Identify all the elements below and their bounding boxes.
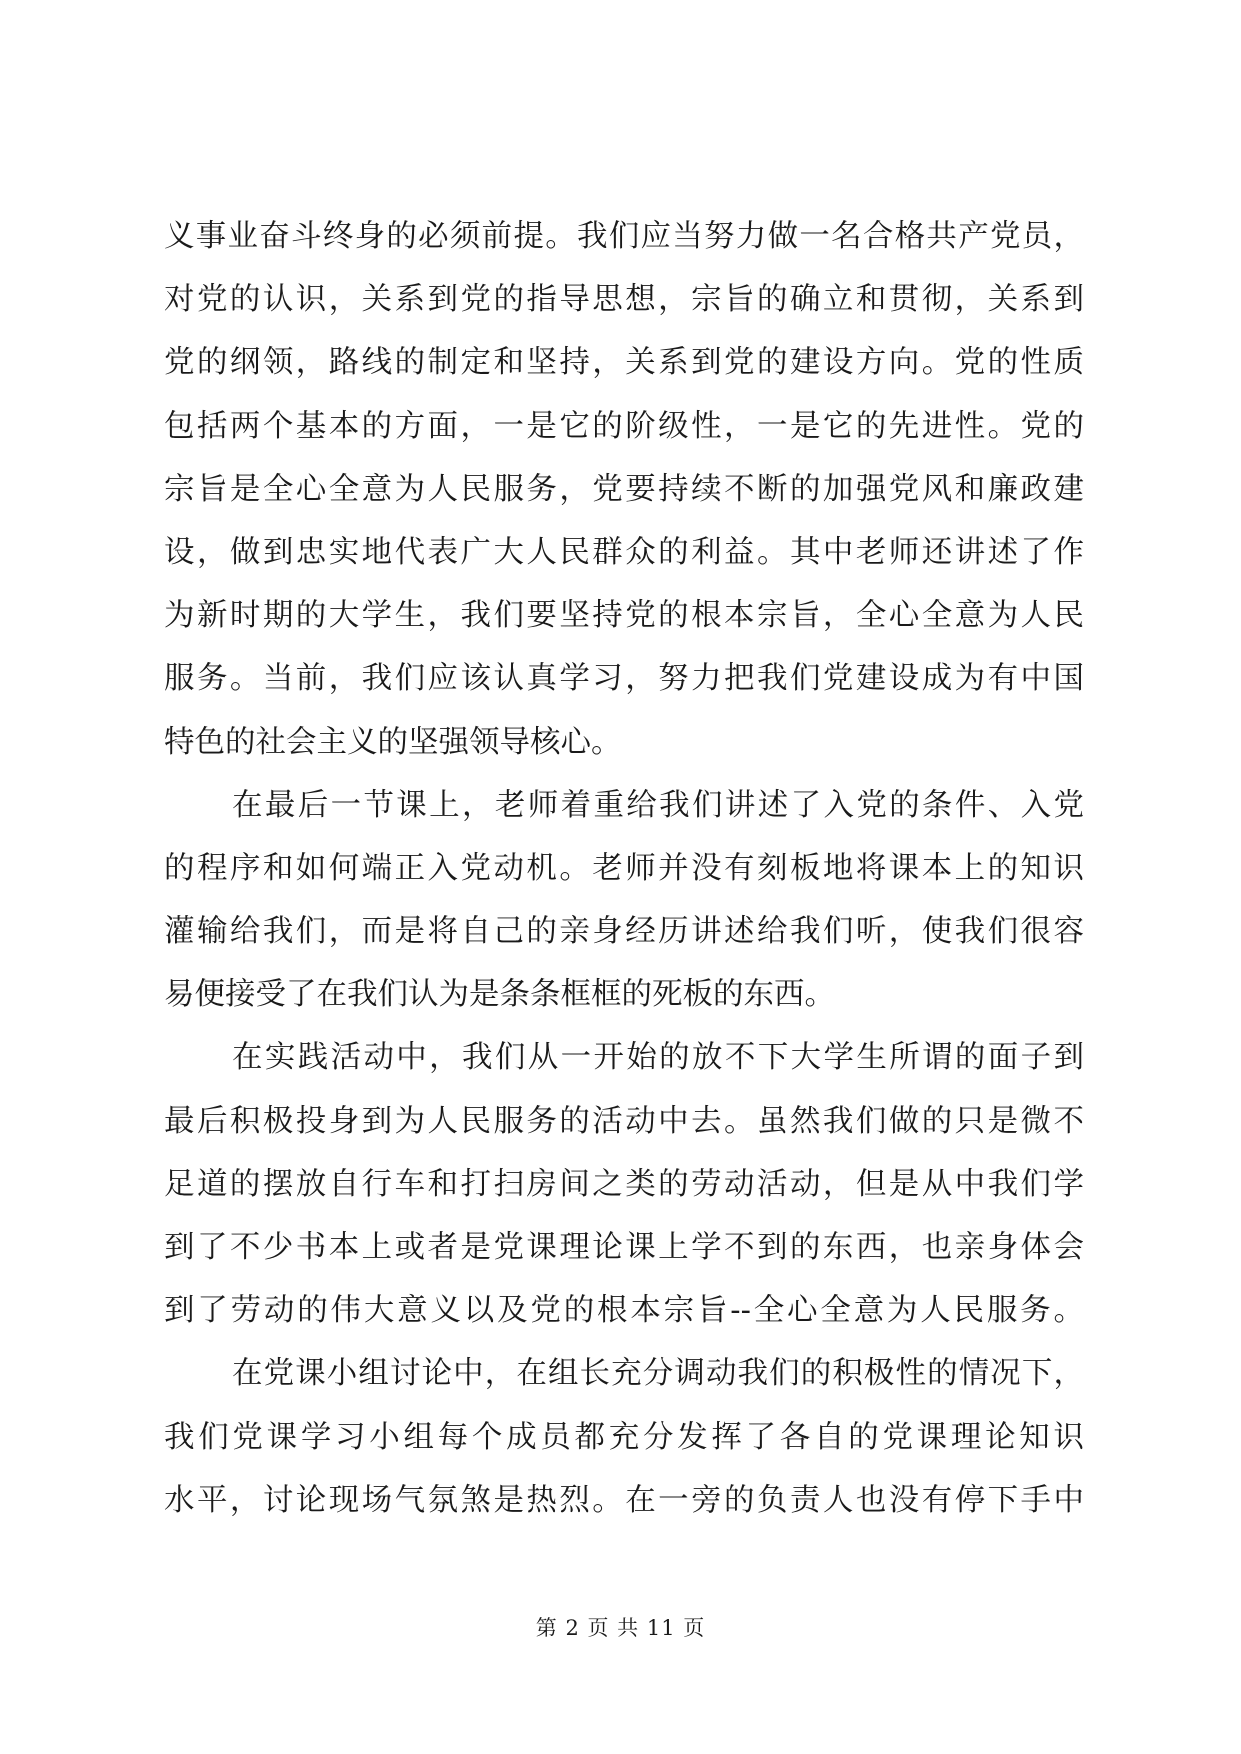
- text-line: 在党课小组讨论中，在组长充分调动我们的积极性的情况下，: [232, 1356, 1084, 1392]
- text-line: 对党的认识，关系到党的指导思想，宗旨的确立和贯彻，关系到: [164, 282, 1084, 318]
- text-line: 到了劳动的伟大意义以及党的根本宗旨--全心全意为人民服务。: [164, 1293, 1084, 1329]
- page-number-footer: 第 2 页 共 11 页: [535, 1616, 706, 1640]
- text-line: 为新时期的大学生，我们要坚持党的根本宗旨，全心全意为人民: [164, 598, 1084, 634]
- text-line: 水平，讨论现场气氛煞是热烈。在一旁的负责人也没有停下手中: [164, 1482, 1084, 1518]
- text-line: 易便接受了在我们认为是条条框框的死板的东西。: [164, 977, 835, 1013]
- text-line: 在实践活动中，我们从一开始的放不下大学生所谓的面子到: [232, 1040, 1084, 1076]
- text-line: 的程序和如何端正入党动机。老师并没有刻板地将课本上的知识: [164, 850, 1084, 886]
- text-line: 党的纲领，路线的制定和坚持，关系到党的建设方向。党的性质: [164, 345, 1084, 381]
- text-line: 设，做到忠实地代表广大人民群众的利益。其中老师还讲述了作: [164, 534, 1084, 570]
- body-text: [164, 205, 1084, 1532]
- text-line: 在最后一节课上，老师着重给我们讲述了入党的条件、入党: [232, 787, 1084, 823]
- text-line: 义事业奋斗终身的必须前提。我们应当努力做一名合格共产党员，: [164, 219, 1084, 254]
- text-line: 特色的社会主义的坚强领导核心。: [164, 724, 622, 760]
- text-line: 服务。当前，我们应该认真学习，努力把我们党建设成为有中国: [164, 661, 1084, 697]
- text-line: 到了不少书本上或者是党课理论课上学不到的东西，也亲身体会: [164, 1230, 1084, 1265]
- text-line: 最后积极投身到为人民服务的活动中去。虽然我们做的只是微不: [164, 1103, 1084, 1139]
- text-line: 足道的摆放自行车和打扫房间之类的劳动活动，但是从中我们学: [164, 1166, 1084, 1202]
- text-line: 包括两个基本的方面，一是它的阶级性，一是它的先进性。党的: [164, 408, 1084, 444]
- text-line: 灌输给我们，而是将自己的亲身经历讲述给我们听，使我们很容: [164, 914, 1084, 950]
- text-line: 宗旨是全心全意为人民服务，党要持续不断的加强党风和廉政建: [164, 471, 1084, 507]
- text-line: 我们党课学习小组每个成员都充分发挥了各自的党课理论知识: [164, 1419, 1084, 1455]
